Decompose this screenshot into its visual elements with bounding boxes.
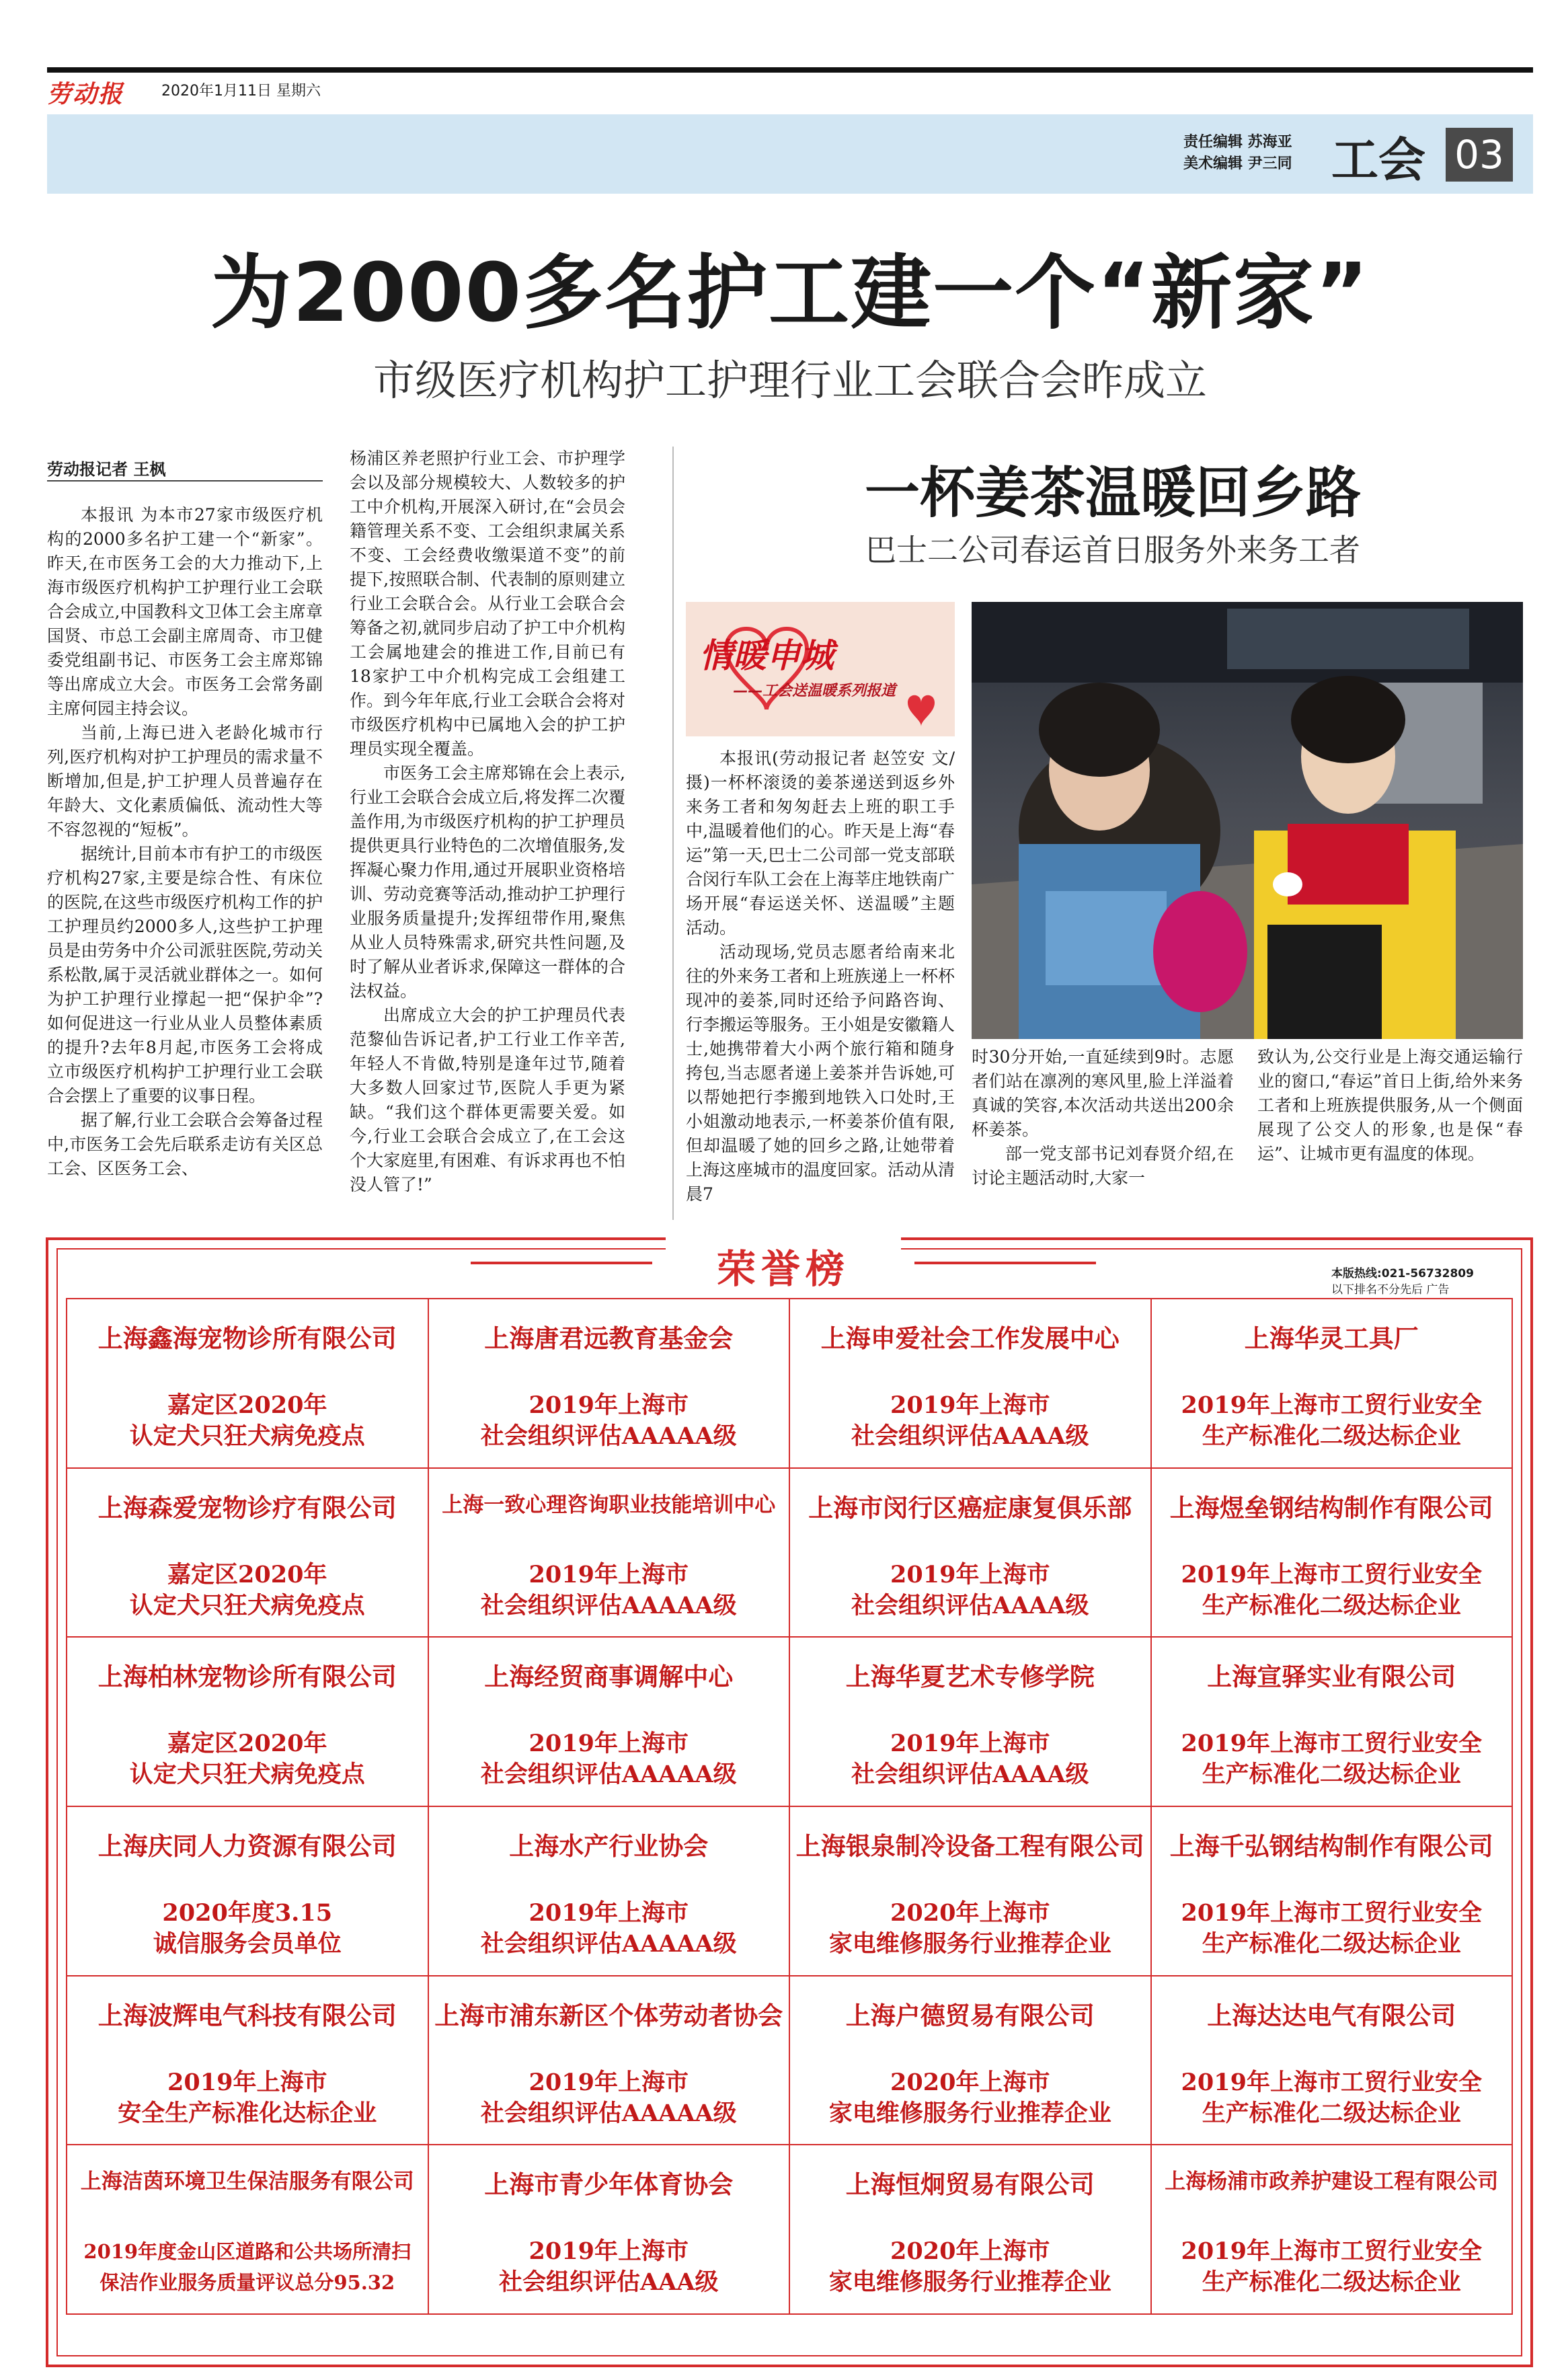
honor-entry-description [1152,1560,1512,1621]
top-rule [47,67,1533,73]
honor-entry-description-line: 生产标准化二级达标企业 [1202,2268,1461,2297]
honor-board-title: 荣誉榜 [716,1246,850,1292]
main-headline: 为2000多名护工建一个“新家” [210,247,1370,340]
honor-entry-name: 上海华夏艺术专修学院 [845,1662,1095,1692]
honor-entry-description-line: 社会组织评估AAAAA级 [480,2099,737,2127]
issue-date: 2020年1月11日 星期六 [161,83,321,100]
main-subhead: 市级医疗机构护工护理行业工会联合会昨成立 [373,356,1207,405]
honor-entry-description-line: 嘉定区2020年 [167,1560,327,1588]
honor-entry-description-line: 生产标准化二级达标企业 [1202,1591,1461,1619]
article1-column-2 [350,447,625,1197]
honor-entry-description-line: 2020年度3.15 [162,1899,333,1927]
paragraph: 市医务工会主席郑锦在会上表示,行业工会联合会成立后,将发挥二次覆盖作用,为市级医疗机构的护工护理员提供更具行业特色的二次增值服务,发挥凝心聚力作用,通过开展职业资格培训、劳动竞赛等活动,推动护工护理行业服务质量提升;发挥纽带作用,聚焦从业人员特殊需求,研究共性问题,及时了解从业者诉求,保障这一群体的合法权益。 [350,763,625,1001]
honor-entry-name: 上海鑫海宠物诊所有限公司 [97,1324,397,1353]
paragraph: 杨浦区养老照护行业工会、市护理学会以及部分规模较大、人数较多的护工中介机构,开展深入研讨,在“会员会籍管理关系不变、工会组织隶属关系不变、工会经费收缴渠道不变”的前提下,按照联合制、代表制的原则建立行业工会联合会。从行业工会联合会筹备之初,就同步启动了护工中介机构工会属地建会的推进工作,目前已有18家护工中介机构完成工会组建工作。到今年年底,行业工会联合会将对市级医疗机构中已属地入会的护工护理员实现全覆盖。 [350,449,625,759]
honor-entry-description-line: 社会组织评估AAAAA级 [480,1761,737,1789]
honor-entry [66,1467,429,1638]
honor-entry-description-line: 生产标准化二级达标企业 [1202,2099,1461,2127]
honor-entry [1150,1975,1514,2146]
paragraph: 部一党支部书记刘春贤介绍,在讨论主题活动时,大家一 [972,1144,1234,1188]
honor-entry-description-line: 2019年上海市 [528,1391,689,1419]
honor-grid [66,1298,1512,2313]
honor-entry-description [429,1560,789,1621]
honor-entry-name: 上海户德贸易有限公司 [845,2001,1095,2030]
honor-entry-description-line: 嘉定区2020年 [167,1391,327,1419]
honor-entry [1150,1298,1514,1469]
honor-entry-name: 上海水产行业协会 [509,1832,709,1861]
honor-entry-name: 上海波辉电气科技有限公司 [97,2001,397,2030]
section-band [47,114,1533,194]
honor-entry-description [67,2067,428,2129]
honor-entry-description-line: 2019年上海市工贸行业安全 [1181,1391,1482,1419]
honor-entry [1150,1467,1514,1638]
honor-entry-description [67,1728,428,1790]
honor-entry-name: 上海煜垒钢结构制作有限公司 [1169,1493,1493,1523]
newspaper-logo: 劳动报 [47,80,124,108]
honor-entry-description-line: 2019年上海市工贸行业安全 [1181,1560,1482,1588]
series-badge-subtitle: ——工会送温暖系列报道 [733,682,896,699]
honor-entry [789,1806,1152,1976]
honor-entry-description-line: 诚信服务会员单位 [153,1930,342,1958]
honor-entry [428,1806,791,1976]
honor-entry-description [1152,2067,1512,2129]
paragraph: 本报讯 为本市27家市级医疗机构的2000多名护工建一个“新家”。昨天,在市医务工会的大力推动下,上海市级医疗机构护工护理行业工会联合会成立,中国教科文卫体工会主席章国贤、市总工会副主席周奇、市卫健委党组副书记、市医务工会主席郑锦等出席成立大会。市医务工会常务副主席何园主持会议。 [47,505,323,718]
honor-entry-description [429,1728,789,1790]
honor-entry-description [429,2067,789,2129]
honor-entry [789,1467,1152,1638]
paragraph: 时30分开始,一直延续到9时。志愿者们站在凛冽的寒风里,脸上洋溢着真诚的笑容,本次活动共送出200余杯姜茶。 [972,1047,1234,1139]
honor-entry-description [790,1560,1150,1621]
honor-entry-description-line: 保洁作业服务质量评议总分95.32 [100,2271,395,2295]
ad-note: 以下排名不分先后 广告 [1331,1283,1450,1297]
honor-entry-description-line: 生产标准化二级达标企业 [1202,1761,1461,1789]
honor-entry [789,1975,1152,2146]
editor-line: 责任编辑 苏海亚 [1183,134,1292,151]
honor-entry-description-line: 2019年上海市工贸行业安全 [1181,1730,1482,1758]
honor-entry-name: 上海一致心理咨询职业技能培训中心 [442,1492,776,1517]
art-editor-line: 美术编辑 尹三同 [1183,155,1292,172]
honor-entry-description-line: 2019年上海市工贸行业安全 [1181,1899,1482,1927]
byline: 劳动报记者 王枫 [47,460,166,479]
article2-title: 一杯姜茶温暖回乡路 [864,461,1361,525]
section-name: 工会 [1331,132,1425,188]
honor-entry-description [790,2067,1150,2129]
article2-column-3 [1257,1045,1523,1166]
honor-entry [66,2144,429,2315]
honor-entry-description [1152,2236,1512,2298]
honor-entry [428,1636,791,1807]
honor-entry-description [790,1728,1150,1790]
title-ornament-left [471,1262,652,1264]
honor-entry-description-line: 2019年上海市 [528,1730,689,1758]
honor-entry [789,1636,1152,1807]
hotline: 本版热线:021-56732809 [1331,1267,1474,1280]
honor-entry-description-line: 2019年上海市 [528,2237,689,2266]
honor-entry-name: 上海宣驿实业有限公司 [1207,1662,1456,1692]
honor-entry-description [67,1560,428,1621]
honor-entry-description-line: 2019年上海市工贸行业安全 [1181,2068,1482,2096]
honor-entry [1150,1806,1514,1976]
honor-entry-name: 上海柏林宠物诊所有限公司 [97,1662,397,1692]
honor-entry-name: 上海森爱宠物诊疗有限公司 [97,1493,397,1523]
honor-entry [1150,1636,1514,1807]
honor-entry-description [1152,1898,1512,1960]
honor-entry-name: 上海洁茵环境卫生保洁服务有限公司 [80,2170,414,2194]
honor-entry-description-line: 2019年上海市 [890,1730,1050,1758]
honor-entry-name: 上海银泉制冷设备工程有限公司 [795,1832,1144,1861]
honor-entry [1150,2144,1514,2315]
honor-entry [428,2144,791,2315]
honor-entry-description [790,1898,1150,1960]
honor-entry-description-line: 家电维修服务行业推荐企业 [828,1930,1111,1958]
honor-entry-description-line: 认定犬只狂犬病免疫点 [129,1761,365,1789]
honor-entry-name: 上海经贸商事调解中心 [484,1662,734,1692]
honor-entry [428,1467,791,1638]
honor-entry-description-line: 2019年上海市 [890,1391,1050,1419]
honor-entry-description-line: 2019年上海市 [167,2068,327,2096]
honor-entry-description-line: 2020年上海市 [890,2068,1050,2096]
column-divider [672,447,674,1220]
editor-credits [1183,132,1292,175]
honor-entry-name: 上海市青少年体育协会 [484,2170,734,2200]
honor-entry-description [429,1390,789,1452]
honor-entry [428,1298,791,1469]
hotline-note [1331,1266,1474,1298]
honor-entry-description-line: 生产标准化二级达标企业 [1202,1422,1461,1450]
page-number: 03 [1446,128,1513,182]
paragraph: 据了解,行业工会联合会筹备过程中,市医务工会先后联系走访有关区总工会、区医务工会、 [47,1110,323,1178]
honor-entry-description-line: 社会组织评估AAAAA级 [480,1591,737,1619]
honor-entry-description-line: 社会组织评估AAAA级 [851,1422,1089,1450]
paragraph: 出席成立大会的护工护理员代表范黎仙告诉记者,护工行业工作辛苦,年轻人不肯做,特别是逢年过节,随着大多数人回家过节,医院人手更为紧缺。“我们这个群体更需要关爱。如今,行业工会联合会成立了,在工会这个大家庭里,有困难、有诉求再也不怕没人管了!” [350,1005,625,1194]
honor-entry-name: 上海市浦东新区个体劳动者协会 [434,2001,783,2030]
paragraph: 活动现场,党员志愿者给南来北往的外来务工者和上班族递上一杯杯现冲的姜茶,同时还给予问路咨询、行李搬运等服务。王小姐是安徽籍人士,她携带着大小两个旅行箱和随身挎包,当志愿者递上姜茶并告诉她,可以帮她把行李搬到地铁入口处时,王小姐激动地表示,一杯姜茶价值有限,但却温暖了她的回乡之路,让她带着上海这座城市的温度回家。活动从清晨7 [686,942,955,1204]
honor-entry-description-line: 2019年上海市 [528,1560,689,1588]
honor-entry-description-line: 2019年上海市 [528,2068,689,2096]
honor-entry-name: 上海市闵行区癌症康复俱乐部 [808,1493,1132,1523]
article2-subhead: 巴士二公司春运首日服务外来务工者 [865,532,1360,568]
honor-entry-description [790,2236,1150,2298]
honor-entry-description [67,1898,428,1960]
article2-column-2 [972,1045,1234,1190]
honor-entry-description-line: 家电维修服务行业推荐企业 [828,2099,1111,2127]
honor-entry-description-line: 社会组织评估AAAAA级 [480,1422,737,1450]
article2-column-1 [686,746,955,1206]
honor-entry-description [67,2236,428,2298]
honor-entry-description-line: 生产标准化二级达标企业 [1202,1930,1461,1958]
paragraph: 致认为,公交行业是上海交通运输行业的窗口,“春运”首日上街,给外来务工者和上班族提供服务,从一个侧面展现了公交人的形象,也是保“春运”、让城市更有温度的体现。 [1257,1047,1523,1163]
honor-entry-description-line: 社会组织评估AAAA级 [851,1761,1089,1789]
honor-entry [428,1975,791,2146]
honor-entry-name: 上海庆同人力资源有限公司 [97,1832,397,1861]
honor-entry-name: 上海华灵工具厂 [1244,1324,1419,1353]
honor-entry [789,2144,1152,2315]
honor-entry-name: 上海杨浦市政养护建设工程有限公司 [1165,2170,1499,2194]
honor-entry-description-line: 嘉定区2020年 [167,1730,327,1758]
honor-entry [66,1975,429,2146]
honor-entry-description [1152,1390,1512,1452]
honor-entry-description-line: 安全生产标准化达标企业 [118,2099,377,2127]
honor-entry [66,1806,429,1976]
series-badge-title: 情暖申城 [699,636,834,675]
honor-entry-description-line: 家电维修服务行业推荐企业 [828,2268,1111,2297]
honor-entry-description-line: 2019年上海市 [528,1899,689,1927]
title-ornament-right [914,1262,1096,1264]
paragraph: 据统计,目前本市有护工的市级医疗机构27家,主要是综合性、有床位的医院,在这些市级医疗机构工作的护工护理员约2000多人,这些护工护理员是由劳务中介公司派驻医院,劳动关系松散,属于灵活就业群体之一。如何为护工护理行业撑起一把“保护伞”?如何促进这一行业从业人员整体素质的提升?去年8月起,市医务工会将成立市级医疗机构护工护理行业工会联合会摆上了重要的议事日程。 [47,844,323,1106]
paragraph: 本报讯(劳动报记者 赵笠安 文/摄)一杯杯滚烫的姜茶递送到返乡外来务工者和匆匆赶去上班的职工手中,温暖着他们的心。昨天是上海“春运”第一天,巴士二公司部一党支部联合闵行车队工会在上海莘庄地铁南广场开展“春运送关怀、送温暖”主题活动。 [686,748,955,937]
honor-entry [789,1298,1152,1469]
byline-rule [47,480,323,482]
honor-entry-description-line: 2020年上海市 [890,1899,1050,1927]
honor-entry [66,1298,429,1469]
honor-entry-name: 上海唐君远教育基金会 [484,1324,734,1353]
honor-entry-description [429,2236,789,2298]
honor-entry-description-line: 2019年度金山区道路和公共场所清扫 [83,2240,412,2264]
news-photo [972,602,1523,1039]
honor-entry-description-line: 认定犬只狂犬病免疫点 [129,1422,365,1450]
honor-entry-description [1152,1728,1512,1790]
honor-entry-description-line: 社会组织评估AAA级 [499,2268,719,2297]
honor-entry-description [429,1898,789,1960]
honor-entry-description-line: 2019年上海市 [890,1560,1050,1588]
honor-entry-description [67,1390,428,1452]
honor-entry-description-line: 2019年上海市工贸行业安全 [1181,2237,1482,2266]
paragraph: 当前,上海已进入老龄化城市行列,医疗机构对护工护理员的需求量不断增加,但是,护工护理人员普遍存在年龄大、文化素质偏低、流动性大等不容忽视的“短板”。 [47,723,323,839]
honor-entry-description-line: 社会组织评估AAAA级 [851,1591,1089,1619]
honor-entry-name: 上海达达电气有限公司 [1207,2001,1456,2030]
honor-entry-description-line: 2020年上海市 [890,2237,1050,2266]
honor-entry-description-line: 认定犬只狂犬病免疫点 [129,1591,365,1619]
article1-column-1 [47,503,323,1181]
honor-entry [66,1636,429,1807]
honor-entry-name: 上海申爱社会工作发展中心 [820,1324,1120,1353]
honor-entry-name: 上海恒炯贸易有限公司 [845,2170,1095,2200]
honor-entry-description-line: 社会组织评估AAAAA级 [480,1930,737,1958]
honor-entry-description [790,1390,1150,1452]
honor-entry-name: 上海千弘钢结构制作有限公司 [1169,1832,1493,1861]
